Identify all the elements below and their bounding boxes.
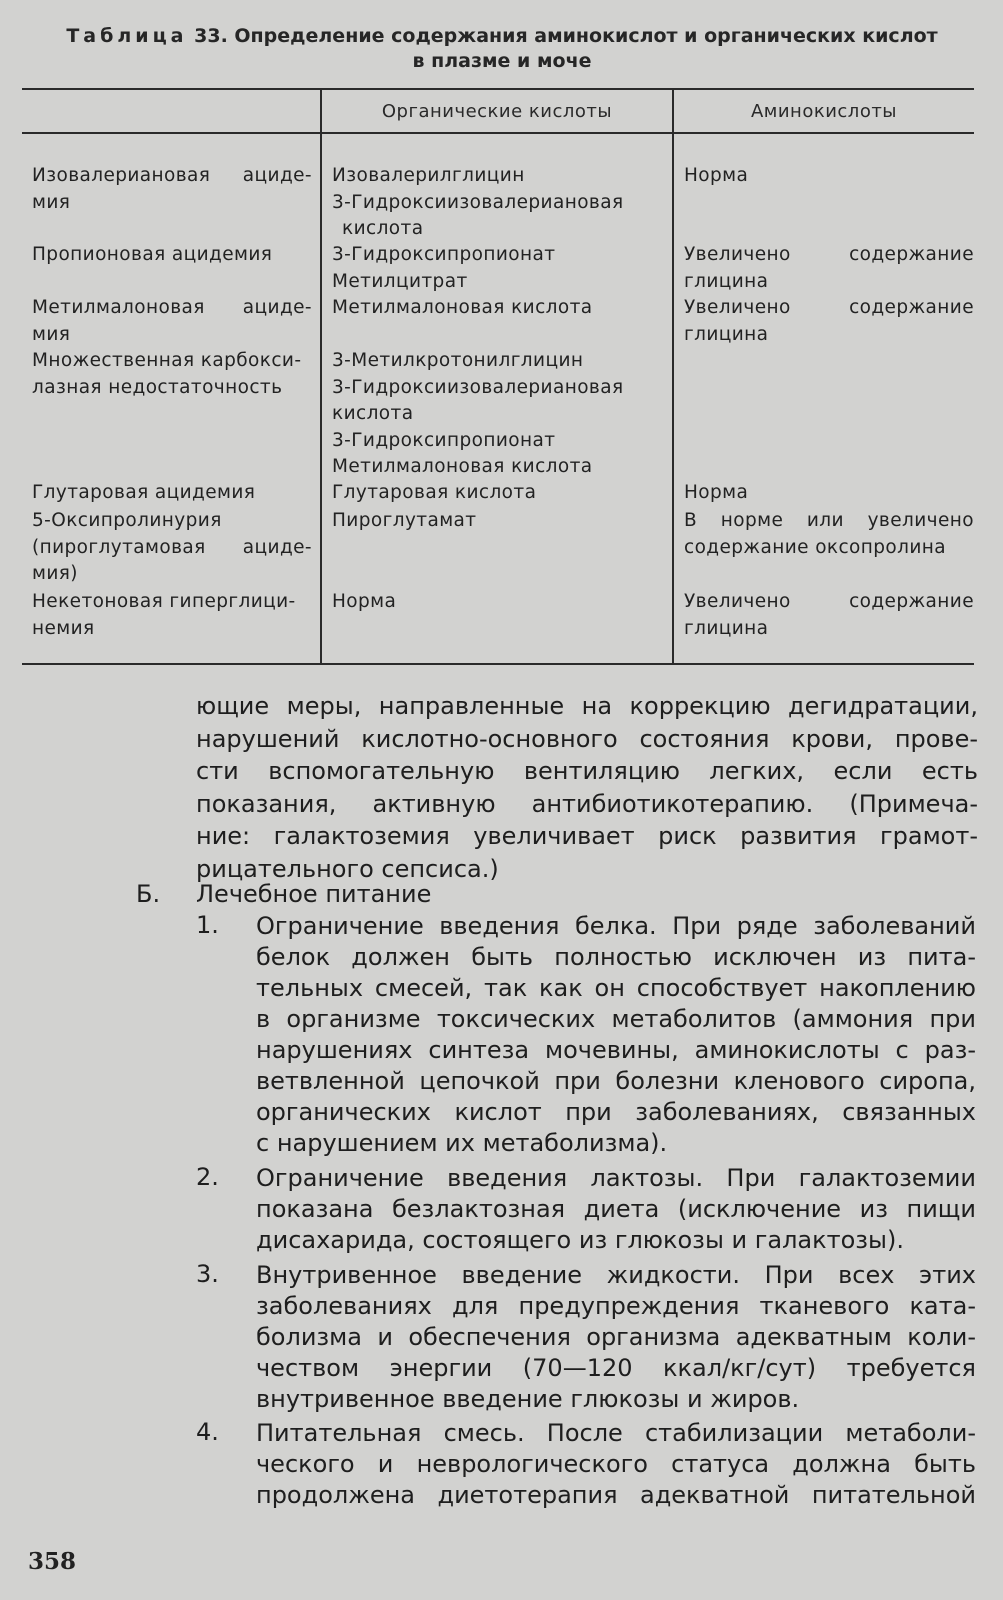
section-title: Лечебное питание — [196, 880, 432, 908]
text-line: внутривенное введение глюкозы и жиров. — [256, 1385, 800, 1413]
text-line: нарушениях синтеза мочевины, аминокислоты с раз- — [256, 1036, 976, 1064]
table-top-rule — [22, 88, 974, 90]
table-cell-organic: Метилмалоновая кислота — [332, 297, 593, 318]
text-line: болизма и обеспечения организма адекватным коли- — [256, 1323, 976, 1351]
list-item — [256, 1260, 976, 1415]
text-line: с нарушением их метаболизма). — [256, 1129, 668, 1157]
list-item-number: 2. — [196, 1163, 219, 1191]
text-line: рицательного сепсиса.) — [196, 854, 499, 883]
table-header-organic-acids: Органические кислоты — [381, 101, 613, 122]
text-line: сти вспомогательную вентиляцию легких, если есть — [196, 757, 978, 786]
table-caption — [22, 24, 982, 74]
list-item-number: 3. — [196, 1260, 219, 1288]
list-item — [256, 1163, 976, 1256]
table-caption-line2: в плазме и моче — [412, 50, 592, 72]
table-cell-amino: Увеличено содержание глицина — [684, 297, 974, 345]
text-line: показания, активную антибиотикотерапию. (Примеча- — [196, 789, 978, 818]
table-caption-word: Таблица — [66, 25, 188, 47]
continuation-paragraph — [196, 690, 978, 886]
table-cell-disease: Множественная карбокси- лазная недостаточность — [32, 350, 302, 398]
table-cell-disease: Метилмалоновая ациде- мия — [32, 297, 312, 345]
table-cell-amino: В норме или увеличено содержание оксопролина — [684, 510, 974, 558]
table-cell-amino: Норма — [684, 482, 749, 503]
text-line: в организме токсических метаболитов (аммония при — [256, 1005, 976, 1033]
text-line: нарушений кислотно-основного состояния крови, прове- — [196, 724, 978, 753]
table-cell-disease: Глутаровая ацидемия — [32, 482, 256, 503]
table-cell-disease: Изовалериановая ациде- мия — [32, 165, 312, 213]
text-line: Ограничение введения белка. При ряде заболеваний — [256, 912, 976, 940]
section-letter: Б. — [136, 880, 161, 908]
table-bottom-rule — [22, 663, 974, 665]
text-line: заболеваниях для предупреждения тканевого ката- — [256, 1292, 976, 1320]
table-column-divider-1 — [320, 89, 322, 664]
table-cell-organic: Пироглутамат — [332, 510, 477, 531]
text-line: чеством энергии (70—120 ккал/кг/сут) требуется — [256, 1354, 976, 1382]
table-cell-organic: 3-Метилкротонилглицин 3-Гидроксиизовалериановая кислота 3-Гидроксипропионат Метилмалоновая кислота — [332, 350, 624, 477]
table-cell-organic: Норма — [332, 591, 397, 612]
table-cell-organic: Глутаровая кислота — [332, 482, 537, 503]
text-line: органических кислот при заболеваниях, связанных — [256, 1098, 976, 1126]
text-line: ние: галактоземия увеличивает риск развития грамот- — [196, 822, 978, 851]
list-item-number: 4. — [196, 1418, 219, 1446]
table-cell-amino: Увеличено содержание глицина — [684, 591, 974, 639]
text-line: ветвленной цепочкой при болезни кленового сиропа, — [256, 1067, 976, 1095]
table-cell-disease: Некетоновая гиперглици- немия — [32, 591, 296, 639]
text-line: показана безлактозная диета (исключение из пищи — [256, 1195, 976, 1223]
table-cell-organic: Изовалерилглицин 3-Гидроксиизовалериановая кислота — [332, 165, 624, 239]
table-caption-line1: 33. Определение содержания аминокислот и органических кислот — [194, 25, 938, 47]
table-cell-amino: Увеличено содержание глицина — [684, 244, 974, 292]
text-line: ющие меры, направленные на коррекцию дегидратации, — [196, 692, 978, 720]
table-header-amino-acids: Аминокислоты — [750, 101, 898, 122]
table-cell-disease: 5-Оксипролинурия (пироглутамовая ациде- мия) — [32, 510, 312, 584]
list-item — [256, 1418, 976, 1511]
text-line: белок должен быть полностью исключен из пита- — [256, 943, 976, 971]
text-line: ческого и неврологического статуса должна быть — [256, 1450, 976, 1478]
table-cell-organic: 3-Гидроксипропионат Метилцитрат — [332, 244, 556, 292]
text-line: тельных смесей, так как он способствует накоплению — [256, 974, 976, 1002]
table-cell-disease: Пропионовая ацидемия — [32, 244, 273, 265]
text-line: Питательная смесь. После стабилизации метаболи- — [256, 1419, 976, 1447]
text-line: продолжена диетотерапия адекватной питательной — [256, 1481, 976, 1509]
table-cell-amino: Норма — [684, 165, 749, 186]
text-line: Ограничение введения лактозы. При галактоземии — [256, 1164, 976, 1192]
text-line: Внутривенное введение жидкости. При всех этих — [256, 1261, 976, 1289]
list-item — [256, 911, 976, 1159]
page-number: 358 — [28, 1548, 77, 1575]
table-header-disease — [22, 94, 320, 130]
table-header-rule — [22, 132, 974, 134]
list-item-number: 1. — [196, 911, 219, 939]
text-line: дисахарида, состоящего из глюкозы и галактозы). — [256, 1226, 904, 1254]
table-column-divider-2 — [672, 89, 674, 664]
